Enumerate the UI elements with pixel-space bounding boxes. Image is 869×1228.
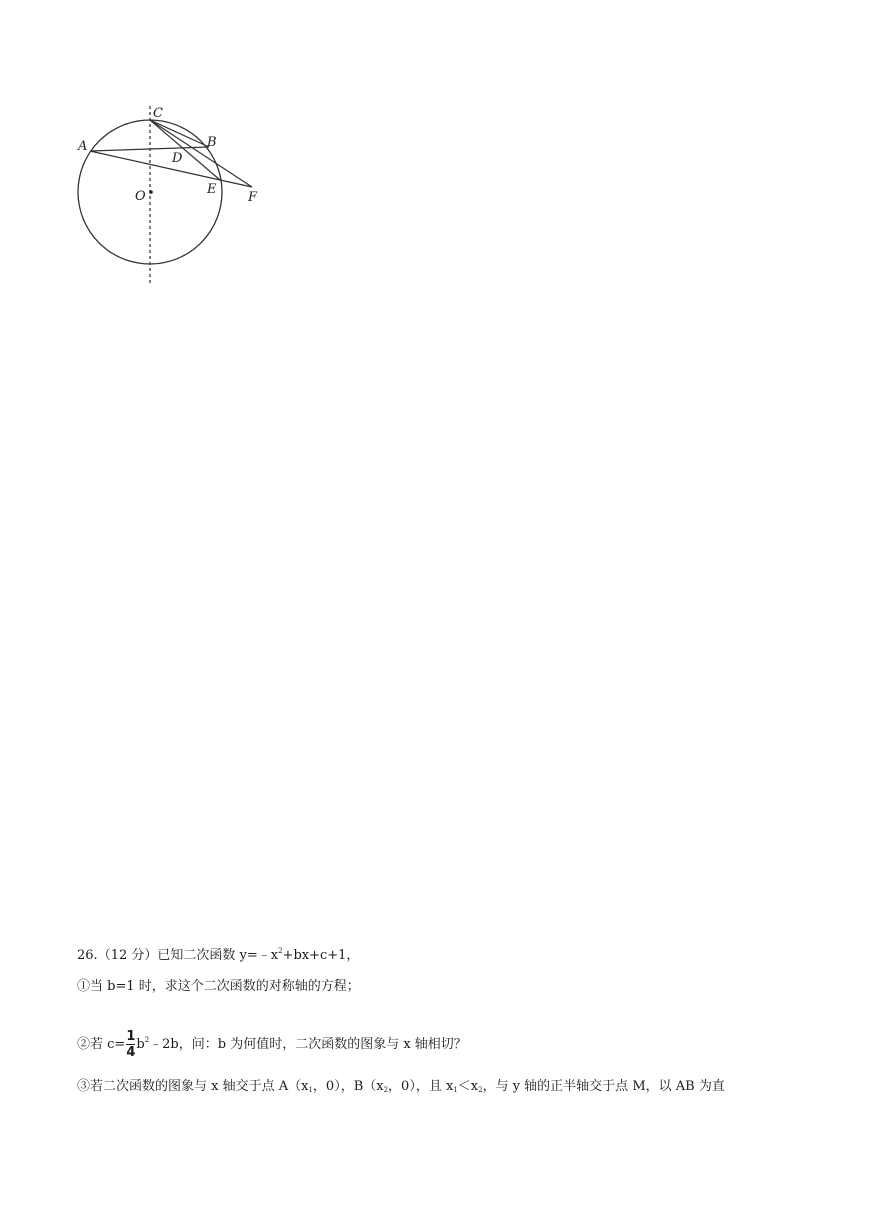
label-d: D — [172, 151, 183, 166]
segment-ae — [90, 151, 220, 180]
problem-26-intro: 26.（12 分）已知二次函数 $y=﹣x^2+bx+c+1$， — [77, 947, 360, 963]
segment-cb — [150, 120, 209, 147]
segment-cf — [150, 120, 252, 187]
problem-26-part-3: ③若二次函数的图象与 x 轴交于点 $A(x_1$，0），$B(x_2$，0），且 $x_1<x_2$，与 y 轴的正半轴交于点 M，以 AB 为直 — [77, 1079, 725, 1094]
label-b: B — [207, 135, 217, 150]
label-a: A — [78, 139, 88, 154]
problem-26-part-1: ①当 b=1 时，求这个二次函数的对称轴的方程； — [77, 979, 360, 994]
geometry-figure — [70, 100, 270, 290]
problem-26-part-2: ②若 c= $\frac{1}{4}$ $b^2﹣2b$，问：b 为何值时，二次函数的图象与 x 轴相切？ — [77, 1029, 467, 1060]
label-e: E — [207, 182, 217, 197]
fraction-one-quarter: $\frac{1}{4}$ — [126, 1029, 136, 1060]
problem-number: 26. — [77, 948, 98, 963]
label-o: O — [135, 189, 146, 204]
label-c: C — [153, 106, 163, 121]
center-point-o — [149, 190, 153, 194]
problem-score: （12 分） — [97, 948, 158, 963]
label-f: F — [248, 190, 258, 205]
